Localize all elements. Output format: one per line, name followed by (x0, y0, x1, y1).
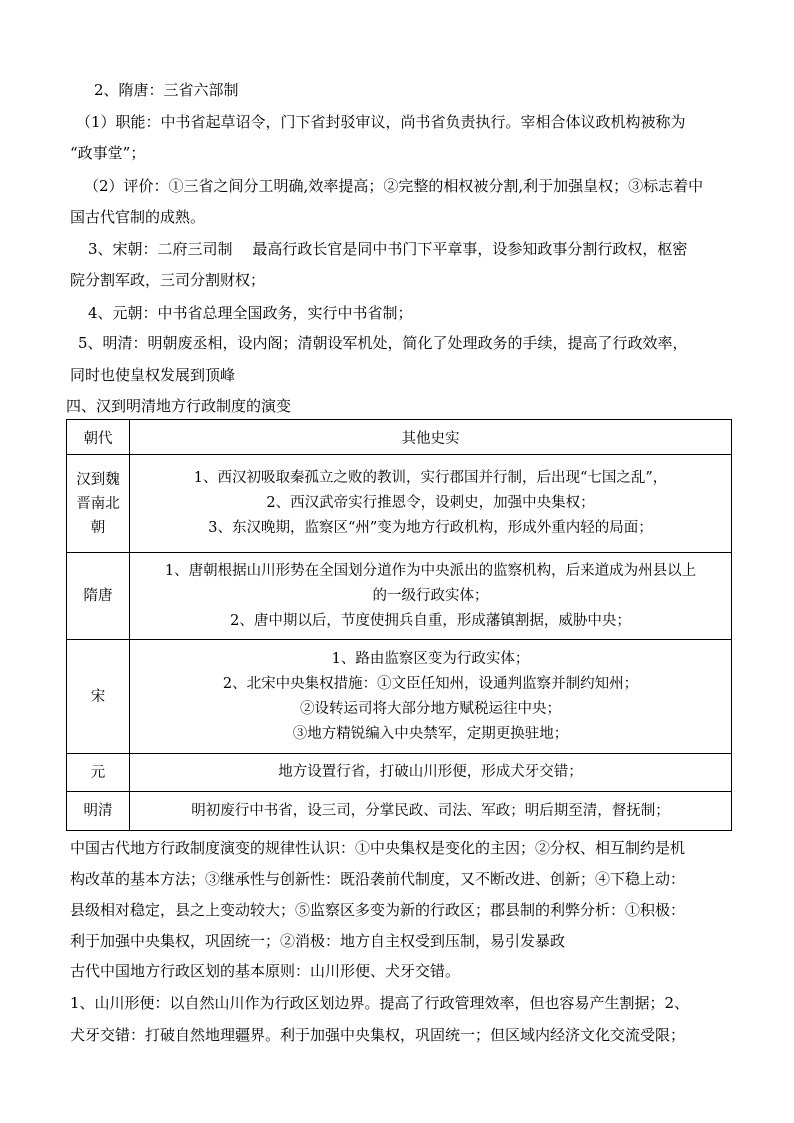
heading-yuan: 4、元朝：中书省总理全国政务，实行中书省制； (88, 304, 413, 322)
text-line: 国古代官制的成熟。 (70, 208, 206, 226)
dynasty-cell: 隋唐 (67, 553, 130, 640)
text-line: 犬牙交错：打破自然地理疆界。利于加强中央集权，巩固统一；但区域内经济文化交流受限； (70, 1026, 686, 1044)
dynasty-cell: 汉到魏 晋南北 朝 (67, 455, 130, 553)
text-line: （2）评价：①三省之间分工明确,效率提高；②完整的相权被分割,利于加强皇权；③标志着中 (84, 177, 704, 195)
text-line: 1、山川形便：以自然山川作为行政区划边界。提高了行政管理效率，但也容易产生割据；2、 (70, 994, 690, 1012)
text-line: 院分割军政，三司分割财权； (70, 271, 266, 289)
header-dynasty: 朝代 (67, 420, 130, 455)
text-line: 古代中国地方行政区划的基本原则：山川形便、犬牙交错。 (70, 962, 461, 980)
text-line: “政事堂”； (70, 144, 146, 162)
table-row (67, 754, 732, 792)
facts-cell: 1、唐朝根据山川形势在全国划分道作为中央派出的监察机构，后来道成为州县以上 的一级行政实体； 2、唐中期以后，节度使拥兵自重，形成藩镇割据，威胁中央； (130, 553, 732, 640)
facts-cell: 1、西汉初吸取秦孤立之败的教训，实行郡国并行制，后出现“七国之乱”， 2、西汉武帝实行推恩令，设刺史，加强中央集权； 3、东汉晚期，监察区“州”变为地方行政机构，形成外重内轻的局面； (130, 455, 732, 553)
text-line: （1）职能：中书省起草诏令，门下省封驳审议，尚书省负责执行。宰相合体议政机构被称为 (76, 113, 686, 131)
facts-cell: 1、路由监察区变为行政实体； 2、北宋中央集权措施：①文臣任知州，设通判监察并制约知州； ②设转运司将大部分地方赋税运往中央； ③地方精锐编入中央禁军，定期更换驻地； (130, 640, 732, 754)
dynasty-cell: 明清 (67, 792, 130, 831)
dynasty-cell: 宋 (67, 640, 130, 754)
text-line: 同时也使皇权发展到顶峰 (70, 366, 236, 384)
section-title: 四、汉到明清地方行政制度的演变 (66, 397, 292, 415)
facts-cell: 地方设置行省，打破山川形便，形成犬牙交错； (130, 754, 732, 792)
table-row (67, 640, 732, 754)
text-line: 利于加强中央集权，巩固统一；②消极：地方自主权受到压制，易引发暴政 (70, 932, 566, 950)
heading-song: 3、宋朝：二府三司制 最高行政长官是同中书门下平章事，设参知政事分割行政权，枢密 (88, 240, 688, 258)
header-facts: 其他史实 (130, 420, 732, 455)
text-line: 构改革的基本方法；③继承性与创新性：既沿袭前代制度，又不断改进、创新；④下稳上动： (70, 870, 686, 888)
table-header-row (67, 420, 732, 455)
heading-sui-tang: 2、隋唐：三省六部制 (94, 81, 239, 99)
facts-cell: 明初废行中书省，设三司，分掌民政、司法、军政；明后期至清，督抚制； (130, 792, 732, 831)
table-row (67, 553, 732, 640)
heading-ming-qing: 5、明清：明朝废丞相，设内阁；清朝设军机处，简化了处理政务的手续，提高了行政效率， (78, 334, 688, 352)
text-line: 县级相对稳定，县之上变动较大；⑤监察区多变为新的行政区；郡县制的利弊分析：①积极： (70, 901, 686, 919)
dynasty-cell: 元 (67, 754, 130, 792)
text-line: 中国古代地方行政制度演变的规律性认识：①中央集权是变化的主因；②分权、相互制约是机 (70, 839, 686, 857)
local-administration-table (66, 419, 732, 831)
table-row (67, 792, 732, 831)
table-row (67, 455, 732, 553)
